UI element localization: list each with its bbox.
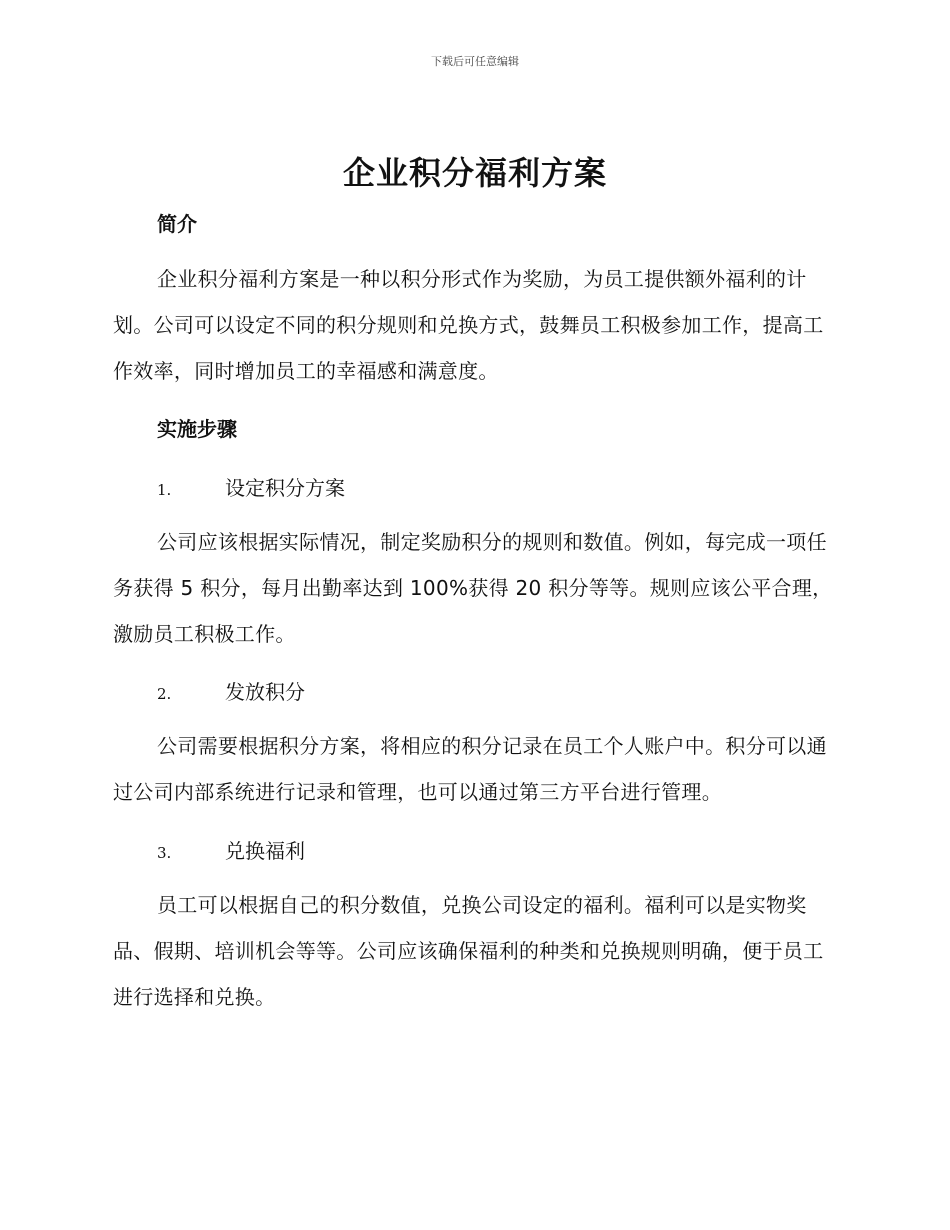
step-2-number: 2. [157, 685, 172, 703]
step-3-title: 兑换福利 [225, 839, 305, 863]
intro-paragraph: 企业积分福利方案是一种以积分形式作为奖励，为员工提供额外福利的计划。公司可以设定不同的积分规则和兑换方式，鼓舞员工积极参加工作，提高工作效率，同时增加员工的幸福感和满意度。 [113, 267, 824, 383]
step-3 [157, 835, 305, 864]
step-3-paragraph: 员工可以根据自己的积分数值，兑换公司设定的福利。福利可以是实物奖品、假期、培训机会等等。公司应该确保福利的种类和兑换规则明确，便于员工进行选择和兑换。 [113, 893, 824, 1009]
steps-heading: 实施步骤 [157, 417, 237, 441]
intro-heading: 简介 [157, 212, 197, 236]
step-2 [157, 676, 305, 705]
step-3-number: 3. [157, 844, 172, 862]
step-1-title: 设定积分方案 [225, 476, 345, 500]
step-1-paragraph: 公司应该根据实际情况，制定奖励积分的规则和数值。例如，每完成一项任务获得 5 积分，每月出勤率达到 100%获得 20 积分等等。规则应该公平合理，激励员工积极工作。 [113, 530, 833, 646]
step-2-paragraph: 公司需要根据积分方案，将相应的积分记录在员工个人账户中。积分可以通过公司内部系统进行记录和管理，也可以通过第三方平台进行管理。 [113, 734, 827, 804]
step-1 [157, 472, 345, 501]
step-1-number: 1. [157, 481, 172, 499]
header-note: 下载后可任意编辑 [431, 55, 519, 68]
step-2-title: 发放积分 [225, 680, 305, 704]
document-title: 企业积分福利方案 [342, 154, 607, 192]
